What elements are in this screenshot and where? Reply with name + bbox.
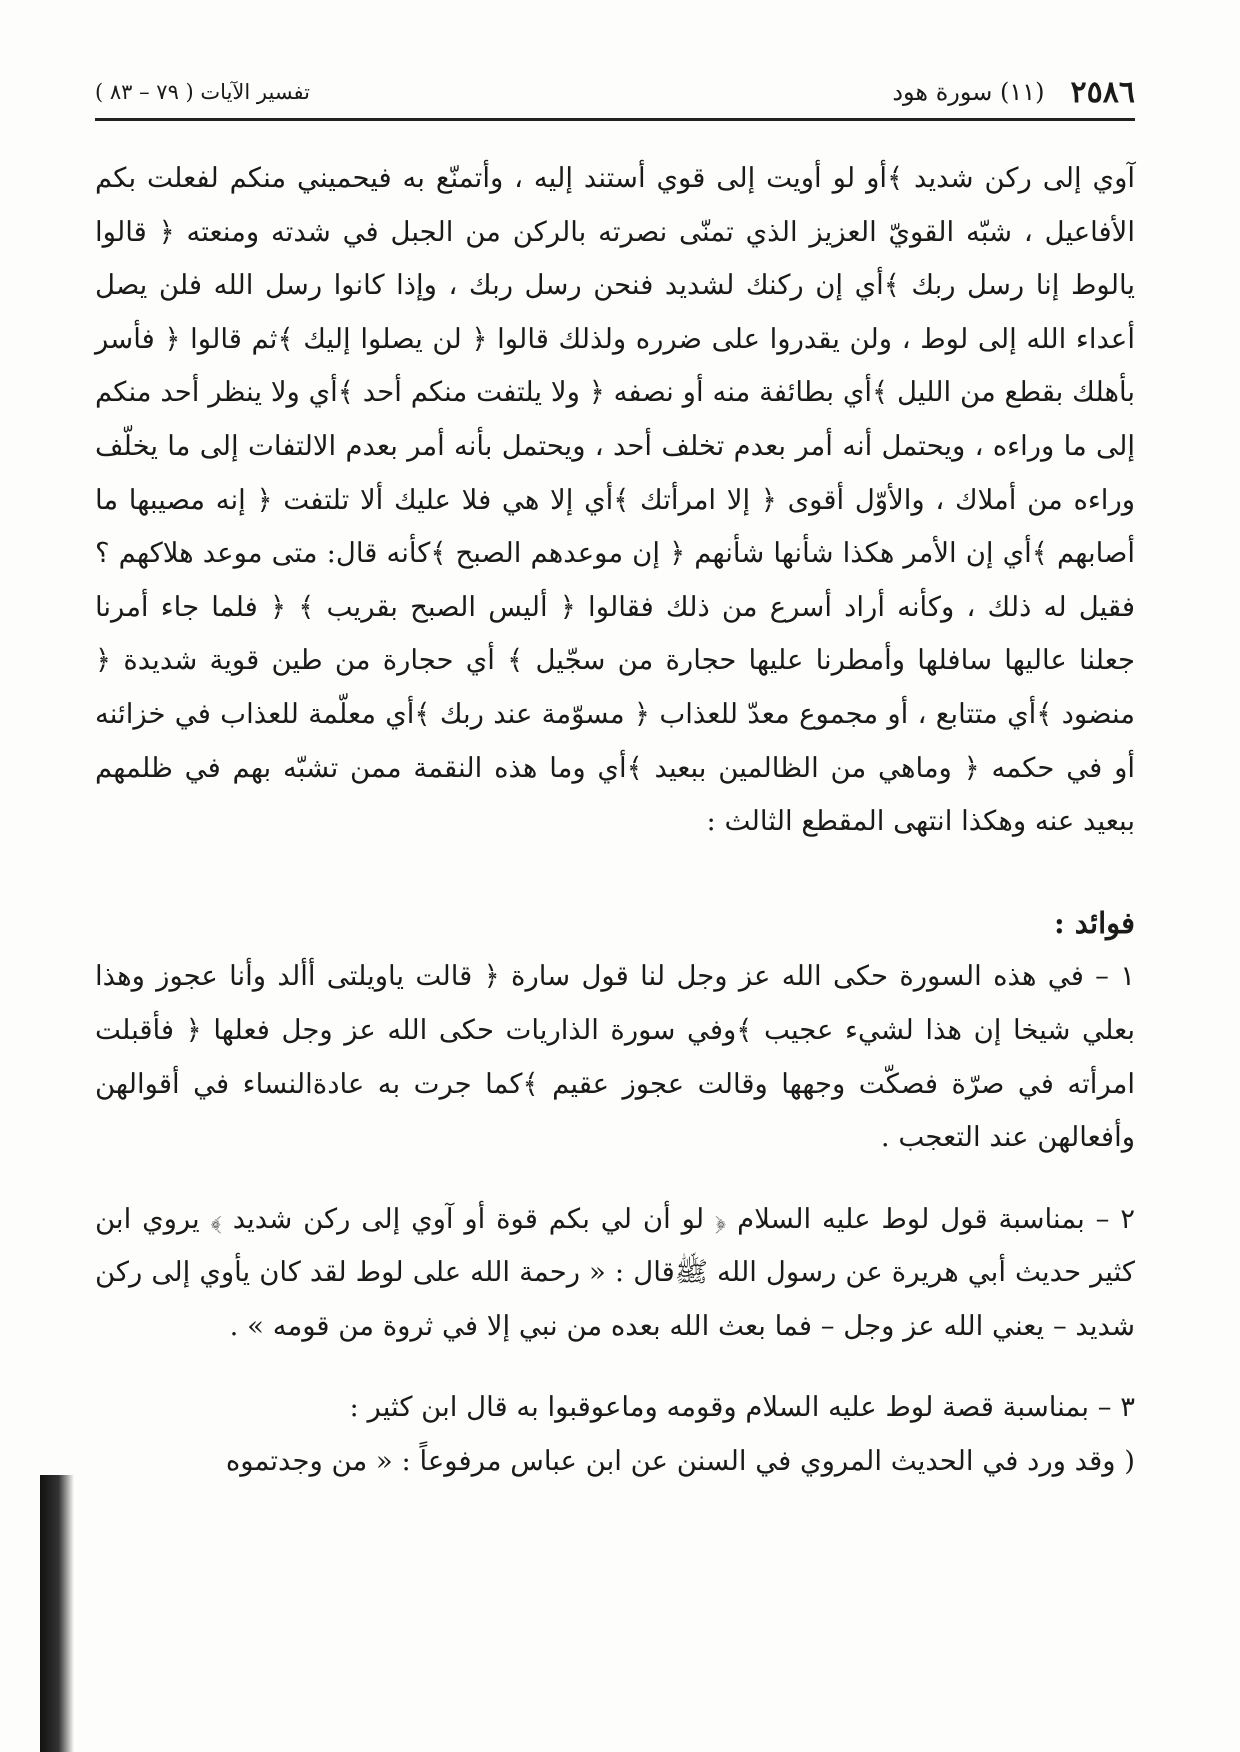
page-number: ٢٥٨٦: [1070, 74, 1135, 110]
surah-title: (١١) سورة هود: [892, 78, 1045, 106]
benefit-item-3: ٣ – بمناسبة قصة لوط عليه السلام وقومه وماعوقبوا به قال ابن كثير :: [349, 1391, 1135, 1424]
section-title: تفسير الآيات ( ٧٩ – ٨٣ ): [95, 80, 311, 104]
tafsir-paragraph: آوي إلى ركن شديد ﴾أو لو أويت إلى قوي أستند إليه ، وأتمنّع به فيحميني منكم لفعلت بكم الأفاعيل ، شبّه القويّ العزيز الذي تمنّى نصرته بالركن من الجبل في شدته ومنعته ﴿ قالوا يالوط إنا رسل ربك ﴾أي إن ركنك لشديد فنحن رسل ربك ، وإذا كانوا رسل الله فلن يصل أعداء الله إلى لوط ، ولن يقدروا على ضرره ولذلك قالوا ﴿ لن يصلوا إليك ﴾ثم قالوا ﴿ فأسر بأهلك بقطع من الليل ﴾أي بطائفة منه أو نصفه ﴿ ولا يلتفت منكم أحد ﴾أي ولا ينظر أحد منكم إلى ما وراءه ، ويحتمل أنه أمر بعدم تخلف أحد ، ويحتمل بأنه أمر بعدم الالتفات إلى ما يخلّف وراءه من أملاك ، والأوّل أقوى ﴿ إلا امرأتك ﴾أي إلا هي فلا عليك ألا تلتفت ﴿ إنه مصيبها ما أصابهم ﴾أي إن الأمر هكذا شأنها شأنهم ﴿ إن موعدهم الصبح ﴾كأنه قال: متى موعد هلاكهم ؟ فقيل له ذلك ، وكأنه أراد أسرع من ذلك فقالوا ﴿ أليس الصبح بقريب ﴾ ﴿ فلما جاء أمرنا جعلنا عاليها سافلها وأمطرنا عليها حجارة من سجّيل ﴾ أي حجارة من طين قوية شديدة ﴿ منضود ﴾أي متتابع ، أو مجموع معدّ للعذاب ﴿ مسوّمة عند ربك ﴾أي معلّمة للعذاب في خزائنه أو في حكمه ﴿ وماهي من الظالمين ببعيد ﴾أي وما هذه النقمة ممن تشبّه بهم في ظلمهم ببعيد عنه وهكذا انتهى المقطع الثالث :: [95, 162, 1135, 838]
benefit-item-1: ١ – في هذه السورة حكى الله عز وجل لنا قول سارة ﴿ قالت ياويلتى أألد وأنا عجوز وهذا بعلي شيخا إن هذا لشيء عجيب ﴾وفي سورة الذاريات حكى الله عز وجل فعلها ﴿ فأقبلت امرأته في صرّة فصكّت وجهها وقالت عجوز عقيم ﴾كما جرت به عادةالنساء في أقوالهن وأفعالهن عند التعجب .: [95, 960, 1135, 1154]
paragraph-spacer: [95, 849, 1135, 879]
benefits-heading: فوائد :: [1054, 905, 1135, 940]
page-body: [95, 152, 1135, 1489]
page-header: [95, 66, 1135, 121]
quotation-start: ( وقد ورد في الحديث المروي في السنن عن ابن عباس مرفوعاً : « من وجدتموه: [225, 1445, 1135, 1478]
paragraph-spacer: [95, 1353, 1135, 1381]
scan-edge-shadow: [40, 1475, 74, 1752]
paragraph-spacer: [95, 1165, 1135, 1193]
benefit-item-2: ٢ – بمناسبة قول لوط عليه السلام ﴿ لو أن لي بكم قوة أو آوي إلى ركن شديد ﴾ يروي ابن كثير حديث أبي هريرة عن رسول الله ﷺقال : « رحمة الله على لوط لقد كان يأوي إلى ركن شديد – يعني الله عز وجل – فما بعث الله بعده من نبي إلا في ثروة من قومه » .: [95, 1202, 1135, 1342]
header-right-group: [892, 75, 1135, 110]
